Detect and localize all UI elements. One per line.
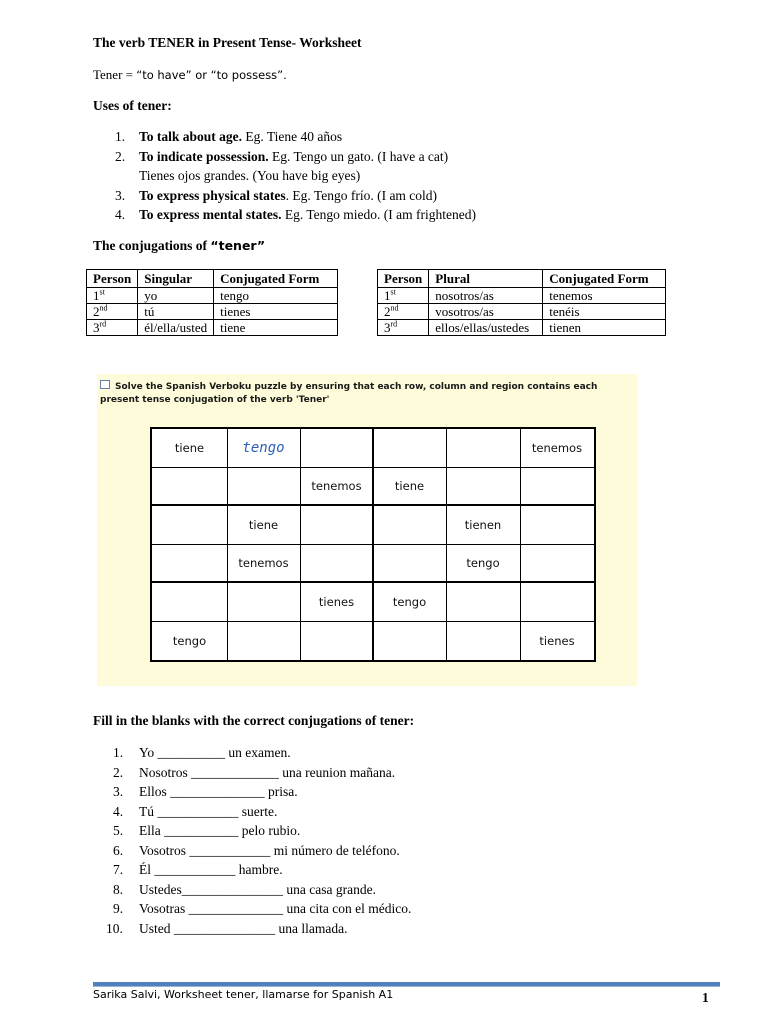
grid-cell (227, 467, 300, 505)
grid-cell (227, 621, 300, 660)
col-header: Person (87, 270, 138, 288)
grid-cell (520, 505, 594, 544)
table-row: 2nd vosotros/as tenéis (378, 304, 666, 320)
grid-cell (446, 429, 520, 467)
grid-cell: tengo (172, 633, 207, 648)
list-item: 3. Ellos ______________ prisa. (113, 784, 298, 799)
definition-meaning: “to have” or “to possess”. (136, 68, 287, 82)
fill-list (93, 743, 411, 938)
list-item: 5. Ella ___________ pelo rubio. (113, 823, 301, 838)
col-header: Conjugated Form (543, 270, 666, 288)
grid-cell: tiene (248, 517, 279, 532)
col-header: Singular (138, 270, 214, 288)
grid-cell (373, 544, 446, 582)
list-item: 7. Él ____________ hambre. (113, 862, 283, 877)
list-item: 8. Ustedes_______________ una casa grande. (113, 881, 376, 897)
grid-cell (152, 467, 227, 505)
col-header: Plural (429, 270, 543, 288)
grid-cell (446, 467, 520, 505)
uses-list (93, 127, 476, 225)
grid-cell: tiene (394, 479, 425, 493)
grid-line (152, 544, 594, 545)
checkbox-icon (100, 380, 110, 389)
table-row: 1st yo tengo (87, 288, 338, 304)
grid-cell (373, 505, 446, 544)
list-item: 10. Usted _______________ una llamada. (106, 920, 348, 936)
list-item: 2. Nosotros _____________ una reunion mañana. (113, 764, 396, 780)
grid-cell: tengo (392, 594, 427, 609)
page-number: 1 (702, 990, 709, 1005)
grid-cell: tienes (318, 594, 355, 609)
use-item: 1. To talk about age. Eg. Tiene 40 años (115, 129, 343, 144)
use-item: 3. To express physical states. Eg. Tengo frío. (I am cold) (115, 187, 438, 203)
singular-table (86, 269, 338, 336)
grid-cell: tienes (539, 633, 575, 648)
list-item: 1. Yo __________ un examen. (113, 745, 291, 760)
table-row: 3rd él/ella/usted tiene (87, 320, 338, 336)
grid-line (520, 429, 521, 660)
grid-cell (373, 621, 446, 660)
list-item: 6. Vosotros ____________ mi número de teléfono. (113, 842, 400, 858)
conjugations-heading: The conjugations of “tener” (93, 238, 266, 253)
grid-cell (227, 582, 300, 621)
grid-cell (520, 582, 594, 621)
footer-text: Sarika Salvi, Worksheet tener, llamarse for Spanish A1 (93, 988, 394, 1001)
table-row: 2nd tú tienes (87, 304, 338, 320)
col-header: Person (378, 270, 429, 288)
grid-cell: tenemos (531, 441, 583, 455)
grid-cell (152, 505, 227, 544)
grid-line (152, 581, 594, 583)
grid-cell (152, 582, 227, 621)
grid-cell: tengo (242, 440, 285, 456)
definition-lead: Tener = (93, 67, 137, 82)
tener-definition (93, 67, 287, 83)
grid-cell (520, 544, 594, 582)
grid-cell (373, 429, 446, 467)
puzzle-instruction: Solve the Spanish Verboku puzzle by ensuring that each row, column and region contains each present tense conjugation of the verb 'Tener' (100, 382, 598, 405)
grid-cell (152, 544, 227, 582)
grid-cell (446, 621, 520, 660)
page-title: The verb TENER in Present Tense- Worksheet (93, 35, 362, 50)
grid-cell: tengo (466, 556, 500, 570)
grid-line (152, 621, 594, 622)
footer-rule-thin (93, 986, 720, 987)
grid-cell (446, 582, 520, 621)
use-item: 4. To express mental states. Eg. Tengo miedo. (I am frightened) (115, 207, 476, 222)
plural-table (377, 269, 666, 336)
grid-cell (520, 467, 594, 505)
grid-cell: tenemos (311, 479, 362, 493)
grid-cell: tiene (174, 441, 205, 455)
grid-cell (300, 544, 373, 582)
list-item: 9. Vosotras ______________ una cita con el médico. (113, 901, 412, 916)
grid-cell (300, 621, 373, 660)
table-row: 3rd ellos/ellas/ustedes tienen (378, 320, 666, 336)
list-item: 4. Tú ____________ suerte. (113, 803, 278, 819)
uses-heading: Uses of tener: (93, 98, 172, 113)
grid-cell: tienen (464, 517, 502, 532)
grid-cell (300, 505, 373, 544)
grid-cell (300, 429, 373, 467)
use-item: 2. To indicate possession. Eg. Tengo un gato. (I have a cat) Tienes ojos grandes. (You have big eyes) (115, 148, 449, 183)
grid-line (446, 429, 447, 660)
col-header: Conjugated Form (214, 270, 338, 288)
fill-heading: Fill in the blanks with the correct conjugations of tener: (93, 713, 415, 728)
grid-cell: tenemos (238, 556, 289, 570)
verboku-grid (150, 427, 596, 662)
table-row: 1st nosotros/as tenemos (378, 288, 666, 304)
